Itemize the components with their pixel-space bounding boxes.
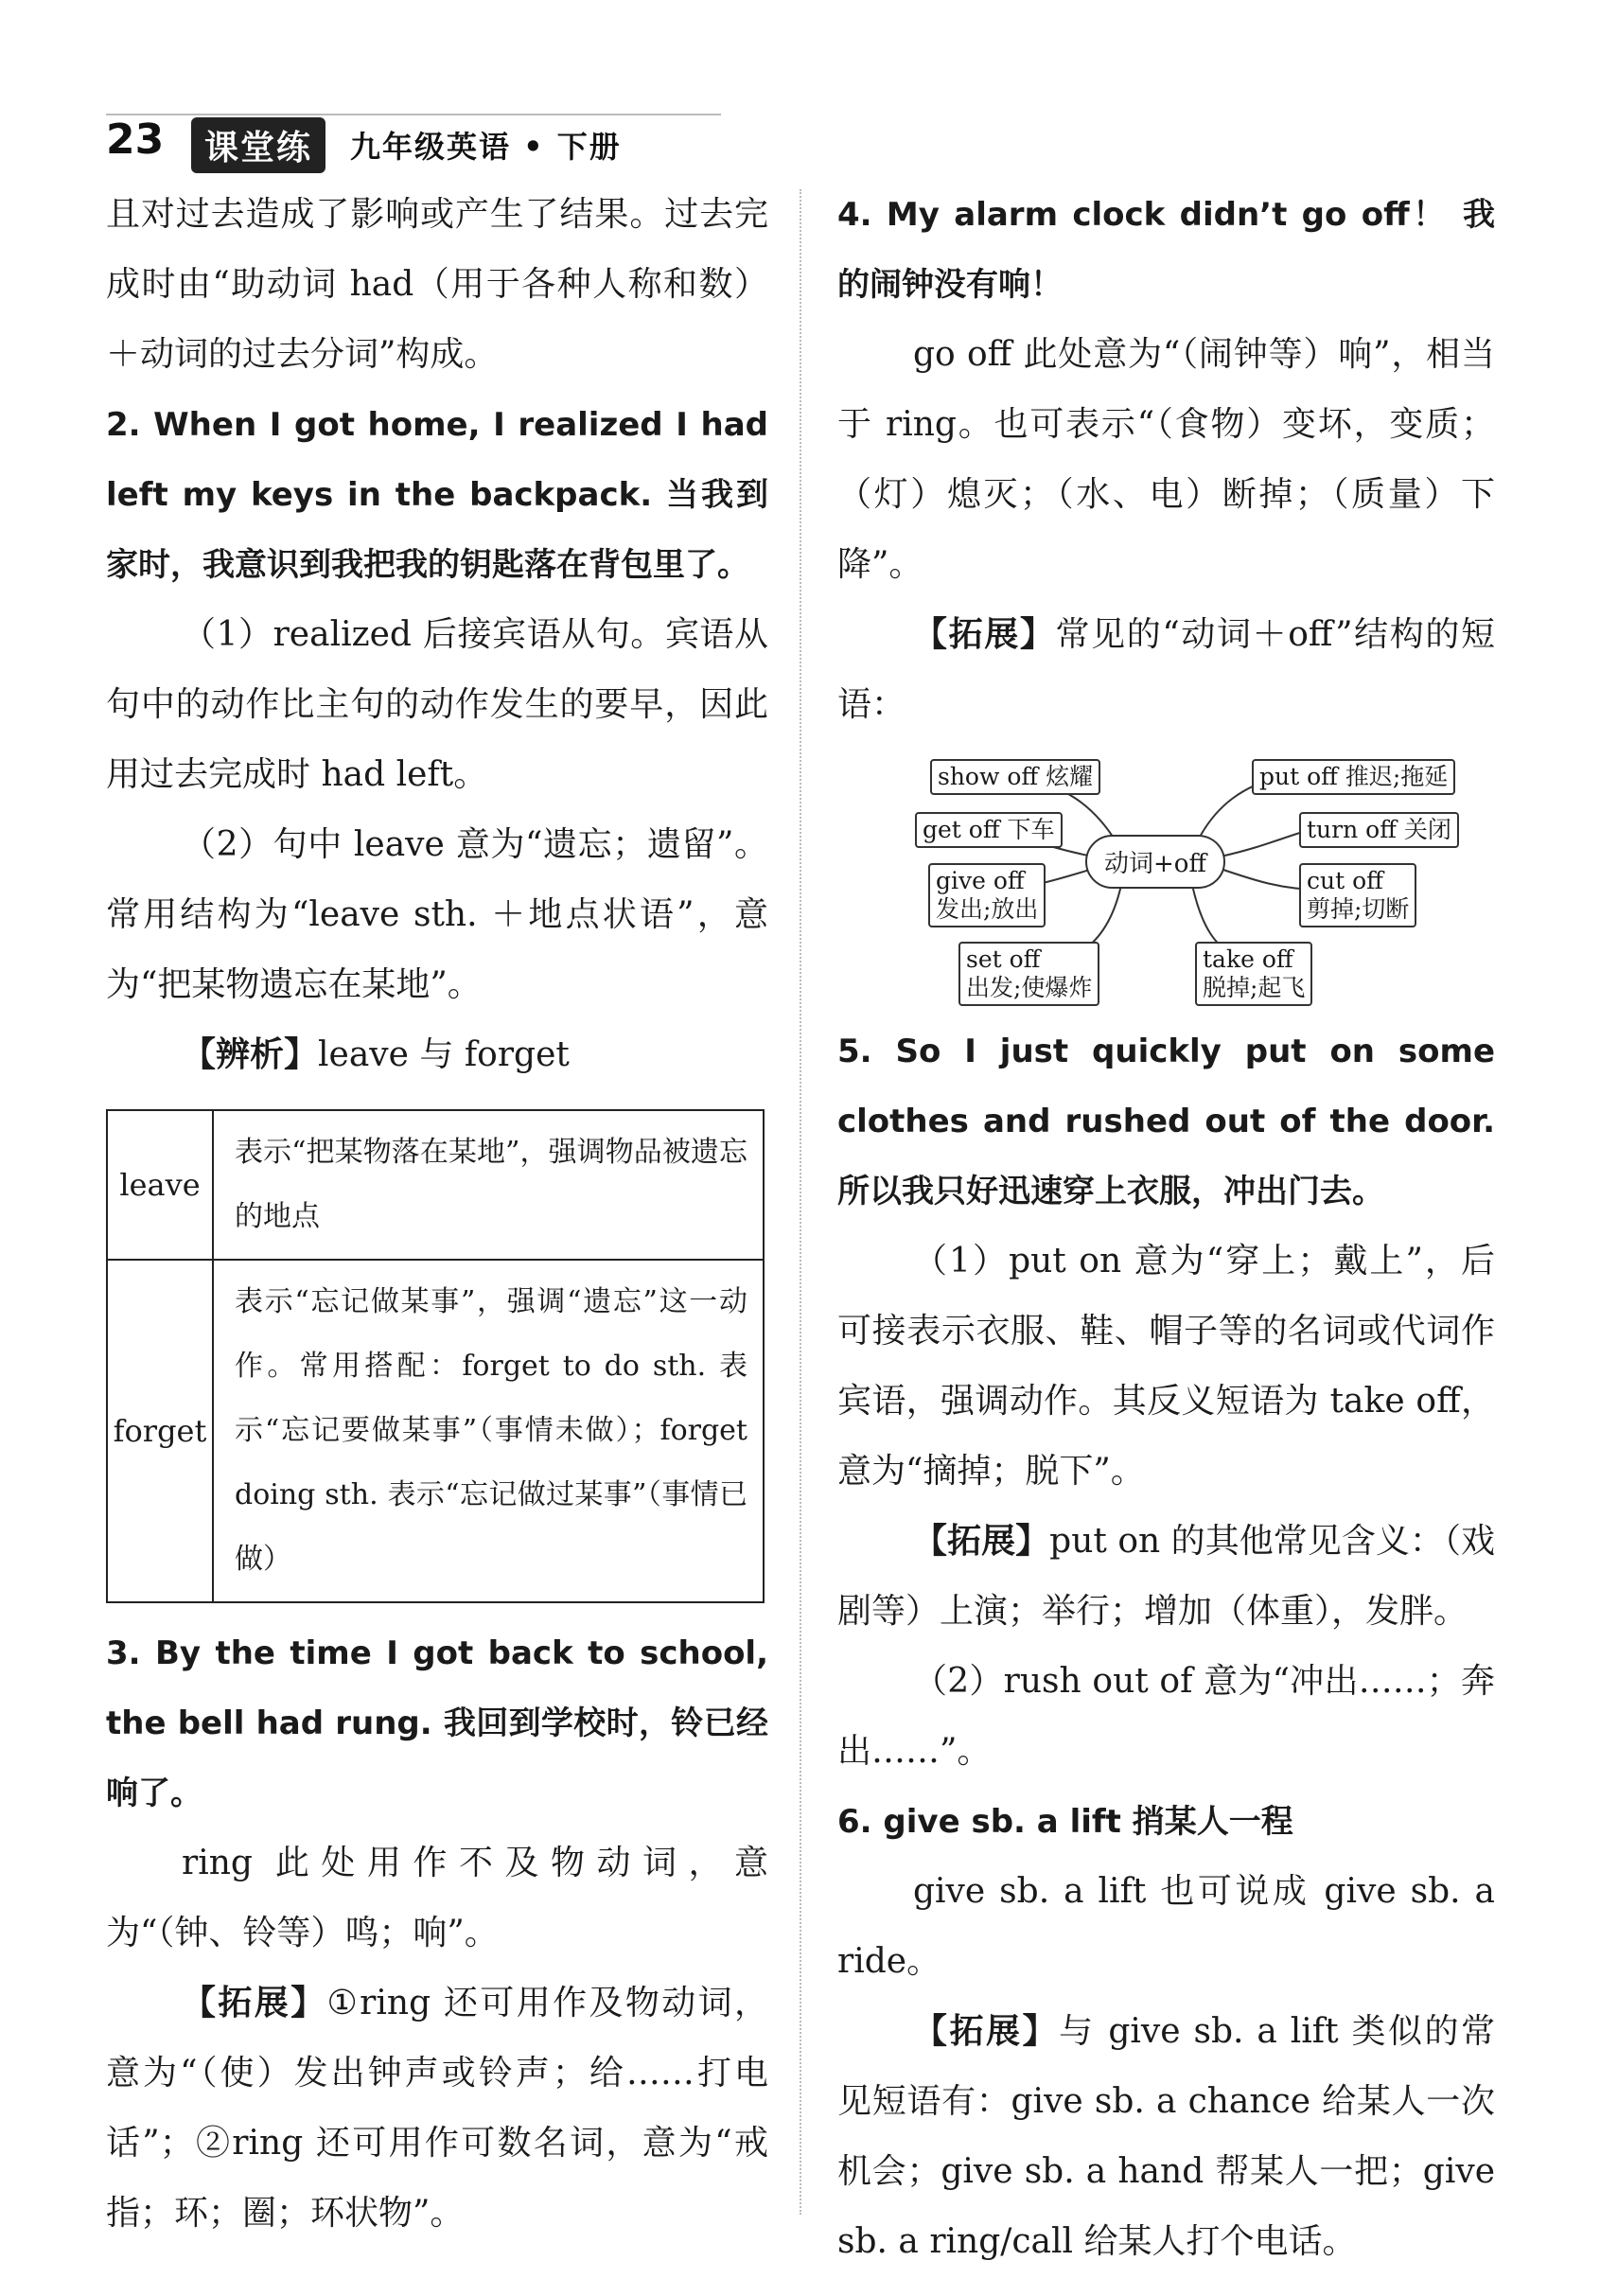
mindmap-center: 动词+off [1085,835,1225,889]
sentence-3-extension [106,1969,768,2249]
mindmap-cut-off-phrase: cut off [1307,867,1383,894]
table-definition: 表示“把某物落在某地”，强调物品被遗忘的地点 [235,1136,747,1233]
sentence-2-note-2: （2）句中 leave 意为“遗忘；遗留”。常用结构为“leave sth. ＋地点状语”，意为“把某物遗忘在某地”。 [106,825,768,1004]
sentence-2-note-1: （1）realized 后接宾语从句。宾语从句中的动作比主句的动作发生的要早，因此用过去完成时 had left。 [106,615,768,794]
analysis-line [106,1020,768,1090]
sentence-5-heading: 5. So I just quickly put on some clothes and rushed out of the door. 所以我只好迅速穿上衣服，冲出门去。 [837,1033,1495,1210]
sentence-4-heading: 4. My alarm clock didn’t go off！ 我的闹钟没有响！ [837,196,1495,304]
sentence-6-note: give sb. a lift 也可说成 give sb. a ride。 [837,1872,1495,1981]
mindmap-get-off: get off 下车 [915,812,1063,848]
sentence-5-note-1: （1）put on 意为“穿上；戴上”，后可接表示衣服、鞋、帽子等的名词或代词作宾语，强调动作。其反义短语为 take off，意为“摘掉；脱下”。 [837,1242,1495,1491]
analysis-tag: 【辨析】 [182,1035,319,1074]
sentence-4-extension [837,600,1495,740]
mindmap-set-off-meaning: 出发;使爆炸 [966,974,1093,1001]
column-divider [800,189,801,2215]
right-column [837,180,1495,2277]
sentence-3-heading: 3. By the time I got back to school, the bell had rung. 我回到学校时，铃已经响了。 [106,1634,768,1812]
extension-tag: 【拓展】 [913,615,1056,654]
mindmap-turn-off: turn off 关闭 [1299,812,1459,848]
mindmap-put-off: put off 推迟;拖延 [1252,759,1455,795]
sentence-6-extension [837,1997,1495,2277]
sentence-3-note: ring 此处用作不及物动词，意为“（钟、铃等）鸣；响”。 [106,1844,768,1952]
left-column [106,180,768,2249]
page-number: 23 [106,115,165,164]
page-header [106,112,721,170]
mindmap-give-off-phrase: give off [936,867,1025,894]
table-word: leave [108,1111,214,1259]
analysis-text: leave 与 forget [318,1035,570,1074]
mindmap-set-off [958,942,1099,1006]
mindmap-take-off-meaning: 脱掉;起飞 [1203,974,1306,1001]
table-word: forget [108,1261,214,1601]
mindmap-show-off: show off 炫耀 [930,759,1100,795]
table-row [108,1111,763,1259]
paragraph-continued: 且对过去造成了影响或产生了结果。过去完成时由“助动词 had（用于各种人称和数）＋动词的过去分词”构成。 [106,195,768,374]
mindmap-give-off-meaning: 发出;放出 [936,895,1039,923]
series-badge: 课堂练 [191,117,325,173]
table-definition: 表示“忘记做某事”，强调“遗忘”这一动作。常用搭配：forget to do sth. 表示“忘记要做某事”（事情未做）；forget doing sth. 表示“忘记做过某事”（事情已做） [235,1285,747,1576]
mindmap-cut-off [1299,863,1416,927]
mindmap-take-off [1195,942,1312,1006]
extension-tag: 【拓展】 [913,1522,1050,1561]
extension-text: 与 give sb. a lift 类似的常见短语有：give sb. a chance 给某人一次机会；give sb. a hand 帮某人一把；give sb. a ring/call 给某人打个电话。 [837,2012,1495,2261]
extension-text: 常见的“动词＋off”结构的短语： [837,615,1495,724]
extension-text: put on 的其他常见含义：（戏剧等）上演；举行；增加（体重），发胖。 [837,1522,1495,1631]
sentence-6-heading: 6. give sb. a lift 捎某人一程 [837,1803,1293,1841]
comparison-table [106,1109,765,1603]
extension-tag: 【拓展】 [182,1984,327,2022]
phrase-mindmap [837,748,1495,1013]
sentence-5-extension [837,1507,1495,1647]
sentence-5-note-2: （2）rush out of 意为“冲出……；奔出……”。 [837,1662,1495,1771]
mindmap-set-off-phrase: set off [966,945,1041,973]
extension-text: ①ring 还可用作及物动词，意为“（使）发出钟声或铃声；给……打电话”；②ring 还可用作可数名词，意为“戒指；环；圈；环状物”。 [106,1984,768,2233]
sentence-2-heading: 2. When I got home, I realized I had left my keys in the backpack. 当我到家时，我意识到我把我的钥匙落在背包里了。 [106,406,768,584]
mindmap-cut-off-meaning: 剪掉;切断 [1307,895,1410,923]
extension-tag: 【拓展】 [913,2012,1059,2051]
sentence-4-note: go off 此处意为“（闹钟等）响”，相当于 ring。也可表示“（食物）变坏，变质；（灯）熄灭；（水、电）断掉；（质量）下降”。 [837,335,1495,584]
book-title: 九年级英语 • 下册 [350,129,622,165]
mindmap-give-off [928,863,1046,927]
table-row [108,1259,763,1601]
mindmap-take-off-phrase: take off [1203,945,1293,973]
